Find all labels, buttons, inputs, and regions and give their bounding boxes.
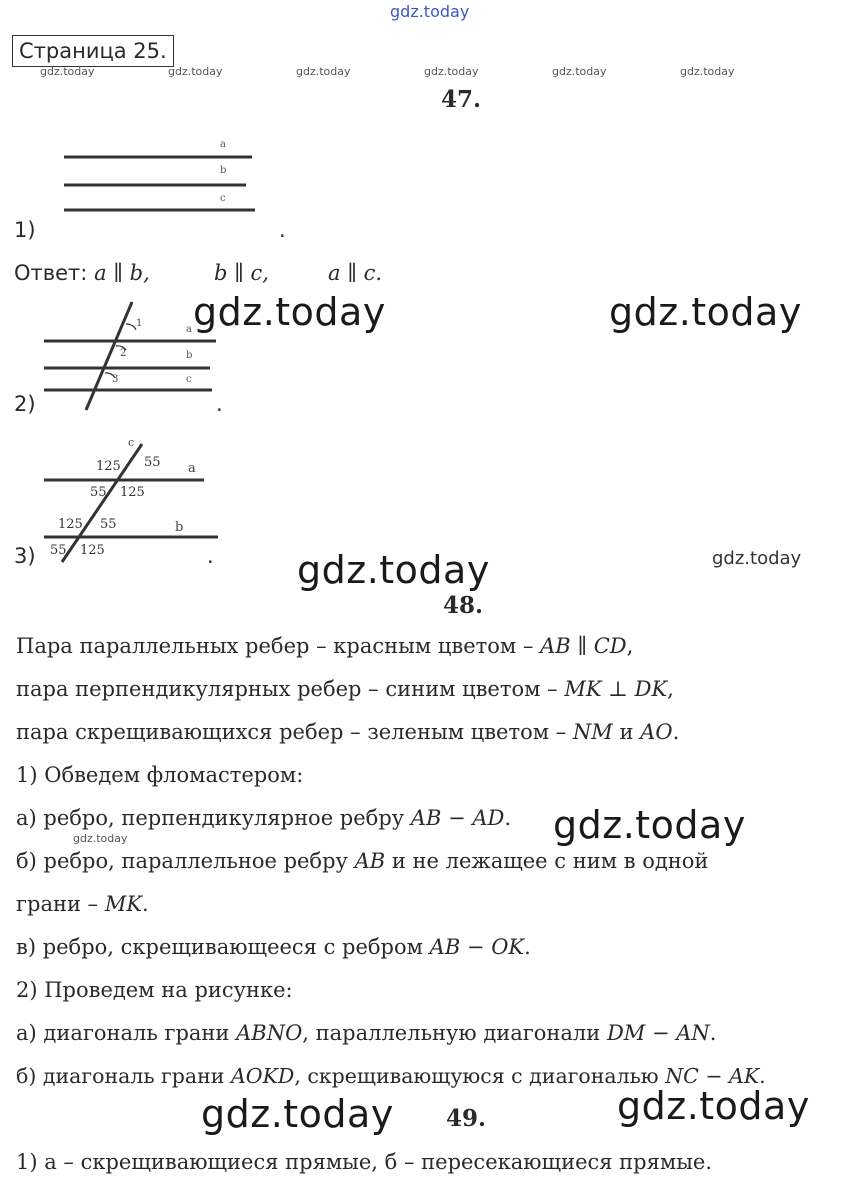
answer-47 bbox=[14, 261, 150, 285]
figure-47-3-dot: . bbox=[207, 544, 214, 568]
watermark-row-5: gdz.today bbox=[552, 65, 607, 78]
angle-mid-left: 55 bbox=[90, 485, 107, 500]
watermark-mid-1: gdz.today bbox=[712, 548, 802, 569]
figure-47-2-item: 2) bbox=[14, 392, 36, 416]
ex48-line-1: Пара параллельных ребер – красным цветом – AB ∥ CD, bbox=[16, 634, 634, 658]
label-b: b bbox=[220, 165, 227, 176]
figure-47-1-dot: . bbox=[279, 218, 286, 242]
angle-bottom-left: 55 bbox=[50, 543, 67, 558]
figure-47-1 bbox=[60, 135, 280, 215]
ex48-line-3: пара скрещивающихся ребер – зеленым цветом – NM и AO. bbox=[16, 720, 680, 744]
ex48-line-4: 1) Обведем фломастером: bbox=[16, 763, 304, 787]
watermark-small-2: gdz.today bbox=[73, 832, 128, 845]
label-c: c bbox=[220, 193, 226, 204]
angle-1: 1 bbox=[136, 318, 143, 329]
watermark-big-3: gdz.today bbox=[297, 548, 490, 592]
line-c-label: c bbox=[128, 436, 135, 449]
ex48-line-2: пара перпендикулярных ребер – синим цветом – MK ⊥ DK, bbox=[16, 677, 674, 701]
figure-47-3-item: 3) bbox=[14, 544, 36, 568]
ex48-line-9: 2) Проведем на рисунке: bbox=[16, 978, 293, 1002]
angle-top-left: 125 bbox=[96, 459, 121, 474]
watermark-row-1: gdz.today bbox=[40, 65, 95, 78]
figure-47-2-dot: . bbox=[216, 392, 223, 416]
angle-bottom-right: 125 bbox=[80, 543, 105, 558]
label-b: b bbox=[186, 350, 193, 361]
watermark-big-5: gdz.today bbox=[201, 1092, 394, 1136]
watermark-row-4: gdz.today bbox=[424, 65, 479, 78]
watermark-big-2: gdz.today bbox=[609, 290, 802, 334]
label-a: a bbox=[186, 324, 192, 335]
angle-low-left: 125 bbox=[58, 517, 83, 532]
exercise-49-number: 49. bbox=[446, 1105, 487, 1132]
angle-mid-right: 125 bbox=[120, 485, 145, 500]
watermark-top: gdz.today bbox=[390, 2, 470, 21]
ex49-line-1: 1) а – скрещивающиеся прямые, б – пересекающиеся прямые. bbox=[16, 1150, 713, 1174]
ex48-line-11: б) диагональ грани AOKD, скрещивающуюся с диагональю NC − AK. bbox=[16, 1064, 766, 1088]
exercise-47-number: 47. bbox=[441, 86, 482, 113]
label-a: a bbox=[220, 139, 226, 150]
answer-prefix: Ответ: bbox=[14, 261, 88, 285]
watermark-row-2: gdz.today bbox=[168, 65, 223, 78]
ex48-line-6: б) ребро, параллельное ребру AB и не лежащее с ним в одной bbox=[16, 849, 709, 873]
label-c: c bbox=[186, 374, 192, 385]
watermark-row-6: gdz.today bbox=[680, 65, 735, 78]
answer-part-3: a ∥ c. bbox=[328, 261, 383, 285]
angle-2: 2 bbox=[120, 348, 127, 359]
ex48-line-8: в) ребро, скрещивающееся с ребром AB − OK. bbox=[16, 935, 531, 959]
line-b-label: b bbox=[175, 520, 184, 535]
line-a-label: a bbox=[188, 461, 196, 476]
watermark-big-4: gdz.today bbox=[553, 803, 746, 847]
page-label: Страница 25. bbox=[12, 35, 174, 67]
ex48-line-7: грани – MK. bbox=[16, 892, 149, 916]
watermark-row-3: gdz.today bbox=[296, 65, 351, 78]
figure-47-1-item: 1) bbox=[14, 218, 36, 242]
angle-top-right: 55 bbox=[144, 455, 161, 470]
ex48-line-10: а) диагональ грани ABNO, параллельную диагонали DM − AN. bbox=[16, 1021, 717, 1045]
watermark-big-6: gdz.today bbox=[617, 1084, 810, 1128]
watermark-big-1: gdz.today bbox=[193, 290, 386, 334]
answer-part-1: a ∥ b, bbox=[94, 261, 150, 285]
angle-low-right: 55 bbox=[100, 517, 117, 532]
answer-part-2: b ∥ c, bbox=[214, 261, 269, 285]
angle-3: 3 bbox=[112, 374, 119, 385]
ex48-line-5: а) ребро, перпендикулярное ребру AB − AD. bbox=[16, 806, 512, 830]
exercise-48-number: 48. bbox=[443, 592, 484, 619]
